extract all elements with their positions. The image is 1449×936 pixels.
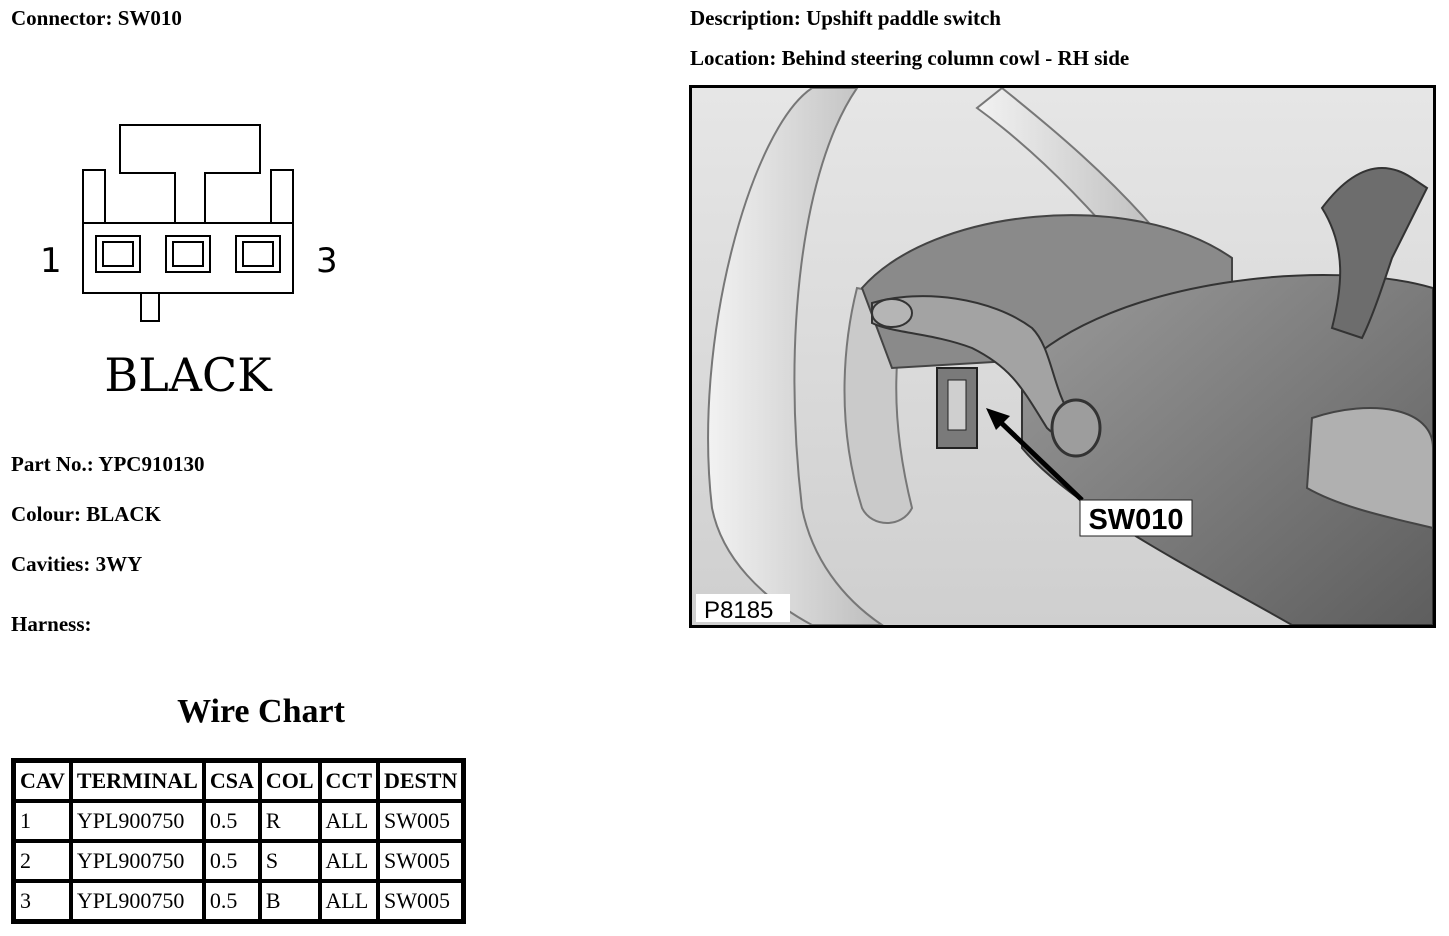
wire-chart-header-row — [14, 761, 463, 801]
pin-1-label: 1 — [40, 241, 62, 281]
cavities-line — [11, 552, 142, 577]
cavities-label: Cavities: — [11, 552, 91, 576]
part-no-line — [11, 452, 204, 477]
connector-key — [141, 293, 159, 321]
location-label: Location: — [690, 46, 777, 70]
connector-value: SW010 — [117, 6, 182, 30]
table-row — [14, 881, 463, 921]
location-value: Behind steering column cowl - RH side — [781, 46, 1130, 70]
location-illustration — [692, 88, 1433, 625]
header-cav: CAV — [14, 761, 71, 801]
wire-chart-table — [11, 758, 466, 924]
connector-latch — [120, 125, 260, 223]
connector-left-post — [83, 170, 105, 223]
cell-csa: 0.5 — [204, 841, 260, 881]
cell-cav: 2 — [14, 841, 71, 881]
cell-cct: ALL — [320, 801, 378, 841]
harness-line — [11, 612, 92, 637]
cavity-1-inner — [103, 242, 133, 266]
description-label: Description: — [690, 6, 801, 30]
part-no-value: YPC910130 — [98, 452, 205, 476]
photo-reference: P8185 — [704, 597, 774, 624]
colour-value: BLACK — [86, 502, 161, 526]
cell-csa: 0.5 — [204, 881, 260, 921]
table-row — [14, 801, 463, 841]
header-col: COL — [260, 761, 320, 801]
harness-label: Harness: — [11, 612, 92, 636]
connector-colour-caption: BLACK — [104, 348, 272, 402]
header-destn: DESTN — [378, 761, 463, 801]
cell-cct: ALL — [320, 881, 378, 921]
cell-cct: ALL — [320, 841, 378, 881]
connector-line — [11, 6, 182, 31]
cell-cav: 1 — [14, 801, 71, 841]
cell-terminal: YPL900750 — [71, 881, 204, 921]
connector-face-diagram — [30, 115, 360, 405]
cavity-3-inner — [243, 242, 273, 266]
location-photo — [689, 85, 1436, 628]
cell-destn: SW005 — [378, 841, 463, 881]
header-csa: CSA — [204, 761, 260, 801]
part-no-label: Part No.: — [11, 452, 94, 476]
wire-chart-title: Wire Chart — [177, 693, 345, 730]
location-line — [690, 46, 1129, 71]
cell-csa: 0.5 — [204, 801, 260, 841]
cell-terminal: YPL900750 — [71, 841, 204, 881]
cell-cav: 3 — [14, 881, 71, 921]
cell-terminal: YPL900750 — [71, 801, 204, 841]
description-line — [690, 6, 1001, 31]
cell-col: R — [260, 801, 320, 841]
header-cct: CCT — [320, 761, 378, 801]
table-row — [14, 841, 463, 881]
connector-label: Connector: — [11, 6, 113, 30]
colour-line — [11, 502, 161, 527]
colour-label: Colour: — [11, 502, 81, 526]
cavities-value: 3WY — [95, 552, 143, 576]
cell-col: B — [260, 881, 320, 921]
connector-face-drawing — [30, 115, 360, 405]
header-terminal: TERMINAL — [71, 761, 204, 801]
cell-destn: SW005 — [378, 801, 463, 841]
cell-col: S — [260, 841, 320, 881]
callout-label: SW010 — [1088, 504, 1184, 536]
pin-3-label: 3 — [316, 241, 338, 281]
cell-destn: SW005 — [378, 881, 463, 921]
cavity-2-inner — [173, 242, 203, 266]
description-value: Upshift paddle switch — [806, 6, 1001, 30]
connector-body — [83, 223, 293, 293]
connector-right-post — [271, 170, 293, 223]
